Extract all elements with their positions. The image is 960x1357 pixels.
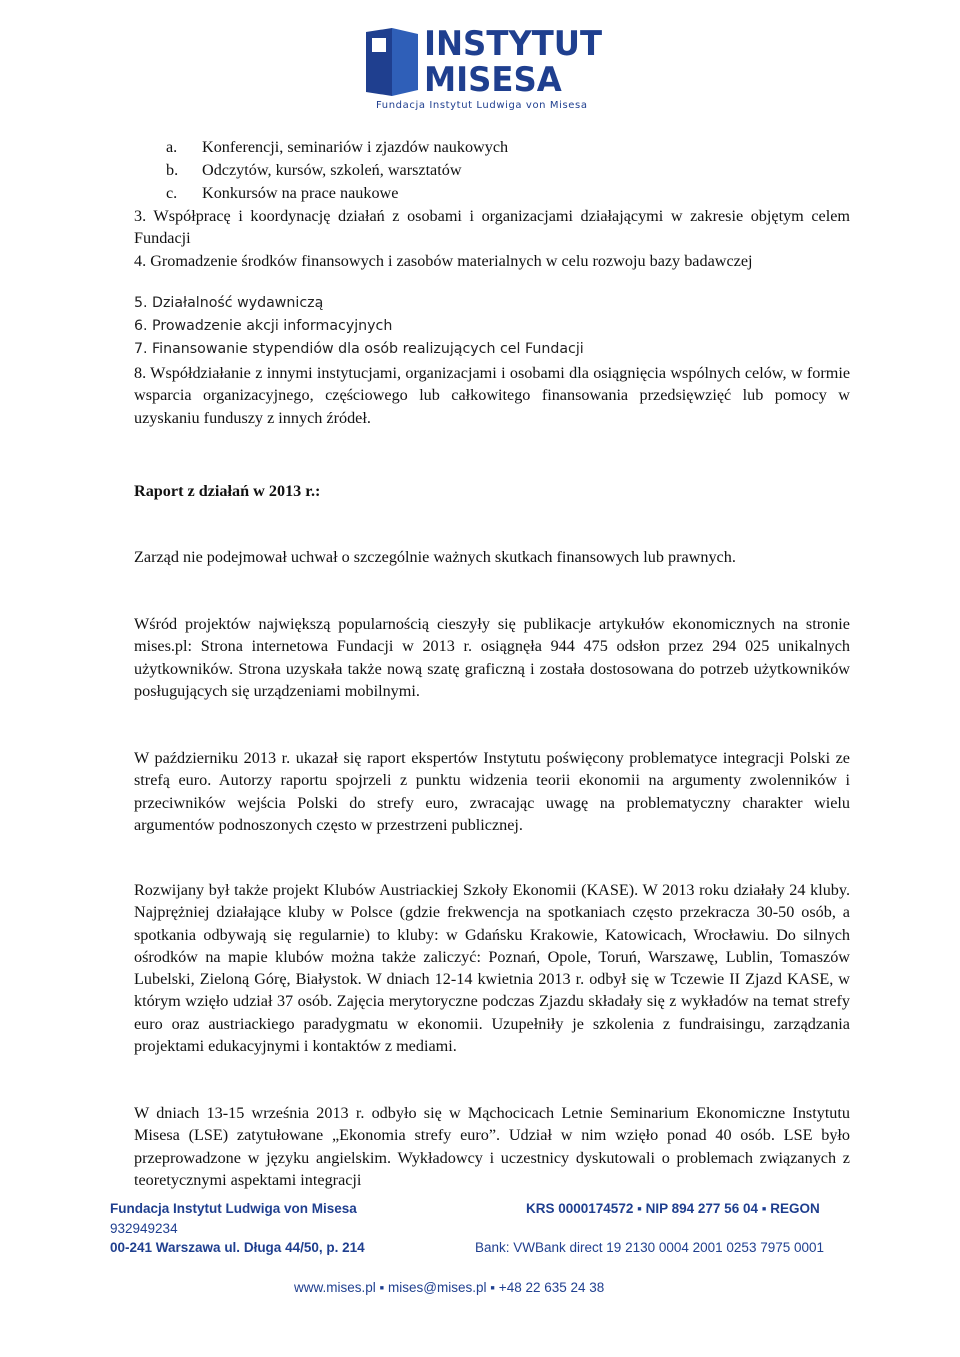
- list-item-8: 8. Współdziałanie z innymi instytucjami, organizacjami i osobami dla osiągnięcia wspólnych celów, w formie wsparcia organizacyjnego, częściowego lub całkowitego finansowania przedsięwzięć lub pomocy w uzyskaniu funduszy z innych źródeł.: [134, 364, 850, 427]
- paragraph-kase: Rozwijany był także projekt Klubów Austriackiej Szkoły Ekonomii (KASE). W 2013 roku działały 24 kluby. Najprężniej działające kluby w Polsce (gdzie frekwencja na spotkaniach często przekracza 30-50 osób, a spotkania odbywają się regularnie) to kluby: w Gdańsku Krakowie, Katowicach, Wrocławiu. Do silnych ośrodków na mapie klubów można także zaliczyć: Poznań, Opole, Toruń, Warszawę, Lublin, Tomaszów Lubelski, Zieloną Górę, Białystok. W dniach 12-14 kwietnia 2013 r. odbył się w Tczewie II Zjazd KASE, w którym wzięło udział 37 osób. Zajęcia merytoryczne podczas Zjazdu składały się z wykładów na temat strefy euro oraz austriackiego paradygmatu w ekonomii. Uzupełniły je szkolenia z fundraisingu, zarządzania projektami edukacyjnymi i kontaktów z mediami.: [134, 881, 850, 1056]
- paragraph-seminar: W dniach 13-15 września 2013 r. odbyło się w Mąchocicach Letnie Seminarium Ekonomiczne Instytutu Misesa (LSE) zatytułowane „Ekonomia strefy euro”. Udział w nim wzięło ponad 40 osób. LSE było przeprowadzone w języku angielskim. Wykładowcy i uczestnicy dyskutowali o problemach związanych z teoretycznymi aspektami integracji: [134, 1104, 850, 1189]
- logo-text-line2: MISESA: [424, 60, 562, 100]
- list-marker-c: c.: [166, 184, 178, 202]
- footer-org-name: Fundacja Instytut Ludwiga von Misesa: [110, 1201, 357, 1216]
- list-item-4: 4. Gromadzenie środków finansowych i zasobów materialnych w celu rozwoju bazy badawczej: [134, 252, 753, 270]
- list-item-6: 6. Prowadzenie akcji informacyjnych: [134, 318, 393, 334]
- list-item-5: 5. Działalność wydawniczą: [134, 295, 324, 311]
- list-marker-a: a.: [166, 138, 178, 156]
- list-item-a: Konferencji, seminariów i zjazdów naukowych: [202, 138, 509, 156]
- footer-bank: Bank: VWBank direct 19 2130 0004 2001 0253 7975 0001: [475, 1240, 825, 1255]
- logo-text-line1: INSTYTUT: [424, 24, 603, 64]
- logo-mark-icon: [362, 26, 420, 98]
- footer-krs: KRS 0000174572 ▪ NIP 894 277 56 04 ▪ REGON: [526, 1201, 820, 1216]
- footer-contact: www.mises.pl ▪ mises@mises.pl ▪ +48 22 635 24 38: [294, 1280, 605, 1295]
- paragraph-resolutions: Zarząd nie podejmował uchwał o szczególnie ważnych skutkach finansowych lub prawnych.: [134, 548, 736, 566]
- institute-logo: [362, 22, 603, 114]
- list-item-3: 3. Współpracę i koordynację działań z osobami i organizacjami działającymi w zakresie objętym celem Fundacji: [134, 207, 850, 248]
- report-heading: Raport z działań w 2013 r.:: [134, 482, 321, 500]
- footer-address: 00-241 Warszawa ul. Długa 44/50, p. 214: [110, 1240, 365, 1255]
- list-item-b: Odczytów, kursów, szkoleń, warsztatów: [202, 161, 462, 179]
- logo-subtitle: Fundacja Instytut Ludwiga von Misesa: [376, 100, 588, 111]
- list-marker-b: b.: [166, 161, 179, 179]
- list-item-7: 7. Finansowanie stypendiów dla osób realizujących cel Fundacji: [134, 341, 584, 357]
- footer-regon-number: 932949234: [110, 1221, 178, 1236]
- list-item-c: Konkursów na prace naukowe: [202, 184, 399, 202]
- paragraph-report: W październiku 2013 r. ukazał się raport ekspertów Instytutu poświęcony problematyce integracji Polski ze strefą euro. Autorzy raportu spojrzeli z punktu widzenia teorii ekonomii na argumenty zwolenników i przeciwników wejścia Polski do strefy euro, zwracając uwagę na problematyczny charakter wielu argumentów podnoszonych często w przestrzeni publicznej.: [134, 749, 850, 834]
- paragraph-website: Wśród projektów największą popularnością cieszyły się publikacje artykułów ekonomicznych na stronie mises.pl: Strona internetowa Fundacji w 2013 r. osiągnęła 944 475 odsłon przez 294 025 unikalnych użytkowników. Strona uzyskała także nową szatę graficzną i została dostosowana do potrzeb użytkowników posługujących się urządzeniami mobilnymi.: [134, 615, 850, 700]
